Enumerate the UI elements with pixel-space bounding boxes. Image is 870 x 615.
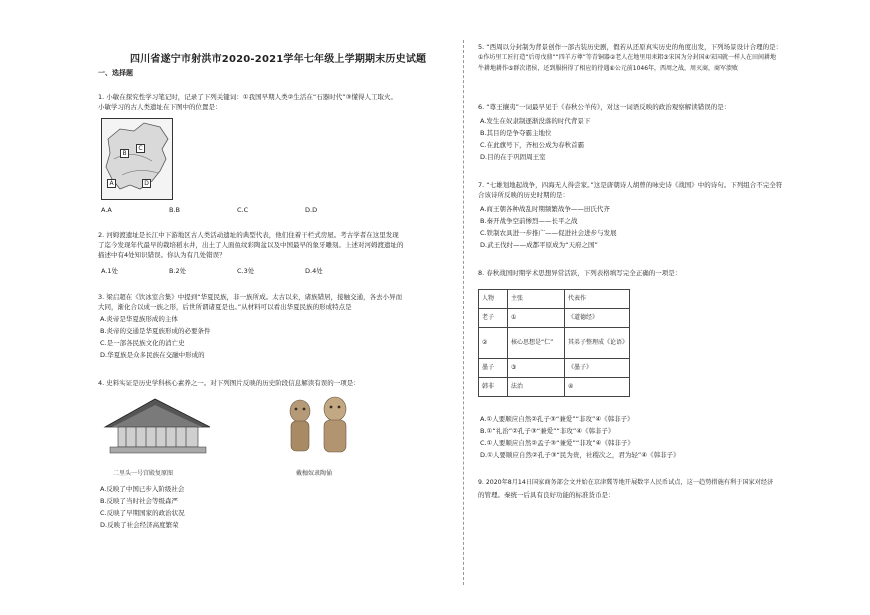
q2-option-c[interactable]: C.3处 xyxy=(237,267,255,275)
q7-option-d[interactable]: D.武王伐纣——成都平原成为“天府之国” xyxy=(480,241,598,249)
table-header: 主张 xyxy=(508,290,565,309)
table-cell: 老子 xyxy=(479,309,508,328)
table-cell: 核心思想是“仁” xyxy=(508,328,565,359)
q2-option-d[interactable]: D.4处 xyxy=(305,267,323,275)
thinkers-table xyxy=(478,289,630,397)
slave-figurine-image xyxy=(280,395,360,460)
map-pin-d: D xyxy=(142,179,151,188)
q2-option-b[interactable]: B.2处 xyxy=(169,267,187,275)
table-cell: 韩非 xyxy=(479,378,508,397)
q7-stem-line2: 合该诗所反映的历史时期的是： xyxy=(478,191,569,199)
q4-option-d[interactable]: D.反映了社会经济高度繁荣 xyxy=(100,521,179,529)
table-cell: ④ xyxy=(565,378,630,397)
q2-option-a[interactable]: A.1处 xyxy=(101,267,119,275)
document-title: 四川省遂宁市射洪市2020-2021学年七年级上学期期末历史试题 xyxy=(130,54,427,65)
q2-stem-line1: 2. 河姆渡遗址是长江中下游地区古人类活动遗址的典型代表，他们住着干栏式房屋。考古学者在这里发现 xyxy=(98,231,399,239)
q4-option-b[interactable]: B.反映了当时社会等级森严 xyxy=(100,497,179,505)
palace-caption: 二里头一号宫殿复原图 xyxy=(113,470,174,477)
q3-stem-line1: 3. 梁启超在《饮冰室合集》中提到“华夏民族，非一族所成。太古以来，诸族错居，接触交通，各去小异而 xyxy=(98,293,403,301)
q8-stem: 8. 春秋战国时期学术思想异常活跃，下列表格填写完全正确的一项是： xyxy=(478,269,682,277)
q6-option-a[interactable]: A.发生在奴隶制逐渐没落的时代背景下 xyxy=(480,117,591,125)
q6-stem: 6. “尊王攘夷”一词最早见于《春秋公羊传》，对这一词语反映的政治观察解读错误的是： xyxy=(478,103,731,111)
q3-option-d[interactable]: D.华夏族是众多民族在交融中形成的 xyxy=(100,351,205,359)
q2-options xyxy=(101,266,373,275)
table-header: 人物 xyxy=(479,290,508,309)
q1-option-d[interactable]: D.D xyxy=(305,206,318,214)
q9-stem-line1: 9. 2020年8月14日国家商务部会文并始在京津冀等地开展数字人民币试点，这一趋势措施有利于国家对经济 xyxy=(478,479,774,486)
q5-stem-line2: ①作坊里工匠打造“后母戊鼎”“四羊方尊”等青铜器②老人在地里用耒耜③宋国为分封国④宋国就一样人在田间耕地 xyxy=(478,54,776,61)
q1-stem-line2: 小敏学习的古人类遗址在下图中的位置是： xyxy=(98,103,222,111)
q7-option-a[interactable]: A.商王朝各种战乱时期频繁战争——田氏代齐 xyxy=(480,205,610,213)
q4-option-c[interactable]: C.反映了早期国家的政治状况 xyxy=(100,509,185,517)
q7-stem-line1: 7. “七雄划地起战争，四海无人得尝家。”这是唐朝诗人胡曾的咏史诗《战国》中的诗句。下列组合不完全符 xyxy=(478,181,783,189)
table-header-row xyxy=(479,290,630,309)
q9-stem-line2: 的管理。秦统一后具有良好功能的标准货币是： xyxy=(478,491,615,499)
q2-stem-line2: 了迄今发现年代最早的栽培稻水井，出土了人面鱼纹彩陶盆以及中国最早的象牙雕刻。上述对河姆渡遗址的 xyxy=(98,241,404,249)
q2-stem-line3: 描述中有4处知识错误。你认为有几处错误？ xyxy=(98,251,226,259)
q4-stem: 4. 史料实证是历史学科核心素养之一。对下列图片反映的历史阶段信息解读有误的一项是： xyxy=(98,379,360,387)
q8-option-a[interactable]: A.①人要顺应自然②孔子③“兼爱”“非攻”④《韩非子》 xyxy=(480,415,634,423)
q1-option-a[interactable]: A.A xyxy=(101,206,112,214)
q6-option-c[interactable]: C.在此旗号下，齐桓公成为春秋首霸 xyxy=(480,141,585,149)
map-pin-c: C xyxy=(136,144,145,153)
q3-stem-line2: 大同，渐化合以成一族之形，后世所谓诸夏是也。”从材料可以看出华夏民族的形成特点是 xyxy=(98,303,352,311)
table-cell: ③ xyxy=(508,359,565,378)
q8-option-d[interactable]: D.①人要顺应自然②孔子③“民为贵，社稷次之，君为轻”④《韩非子》 xyxy=(480,451,680,459)
q8-option-b[interactable]: B.①“礼治”②孔子③“兼爱”“非攻”④《韩非子》 xyxy=(480,427,615,435)
figurine-caption: 戴枷奴隶陶俑 xyxy=(296,470,333,477)
q1-options xyxy=(101,206,373,214)
q4-option-a[interactable]: A.反映了中国已步入阶级社会 xyxy=(100,485,185,493)
q5-stem-line1: 5. “西周以分封制为背景创作一部古装历史剧，假若从还原真实历史的角度出发，下列场景设计合理的是： xyxy=(478,43,783,51)
table-row xyxy=(479,378,630,397)
table-cell: ② xyxy=(479,328,508,359)
palace-reconstruction-image xyxy=(100,395,215,460)
table-cell: 《道德经》 xyxy=(565,309,630,328)
china-map-figure xyxy=(101,118,173,200)
q8-option-c[interactable]: C.①人要顺应自然②孟子③“兼爱”“非攻”④《韩非子》 xyxy=(480,439,634,447)
table-row xyxy=(479,328,630,359)
table-cell: 墨子 xyxy=(479,359,508,378)
q7-option-c[interactable]: C.铁制农具进一步推广——促进社会进步与发展 xyxy=(480,229,617,237)
q1-stem-line1: 1. 小敏在探究性学习笔记时，记录了下列关键词：①我国早期人类②生活在“石器时代”③懂得人工取火。 xyxy=(98,93,397,101)
q6-option-d[interactable]: D.目的在于巩固周王室 xyxy=(480,153,546,161)
table-header: 代表作 xyxy=(565,290,630,309)
q1-option-b[interactable]: B.B xyxy=(169,206,180,214)
table-cell: 其弟子整理成《论语》 xyxy=(565,328,630,359)
q3-option-c[interactable]: C.是一部各民族文化的消亡史 xyxy=(100,339,185,347)
table-cell: 法治 xyxy=(508,378,565,397)
table-cell: ① xyxy=(508,309,565,328)
q3-option-b[interactable]: B.炎帝的交通是华夏族形成的必要条件 xyxy=(100,327,211,335)
map-pin-b: B xyxy=(120,149,129,158)
table-row xyxy=(479,359,630,378)
table-row xyxy=(479,309,630,328)
q3-option-a[interactable]: A.炎帝是华夏族形成的主体 xyxy=(100,315,178,323)
table-cell: 《墨子》 xyxy=(565,359,630,378)
q1-option-c[interactable]: C.C xyxy=(237,206,249,214)
section-heading: 一、选择题 xyxy=(98,69,133,77)
map-pin-a: A xyxy=(107,179,116,188)
q6-option-b[interactable]: B.其目的是争夺霸主地位 xyxy=(480,129,552,137)
q7-option-b[interactable]: B.秦开战争空前惨烈——长平之战 xyxy=(480,217,578,225)
q5-stem-line3: 牛耕地耕作⑤群次诸侯，还到服捐得了相应的待遇⑥公元前1046年，西周之战，周灭商，商军溃败 xyxy=(478,65,739,72)
column-divider xyxy=(463,40,464,585)
